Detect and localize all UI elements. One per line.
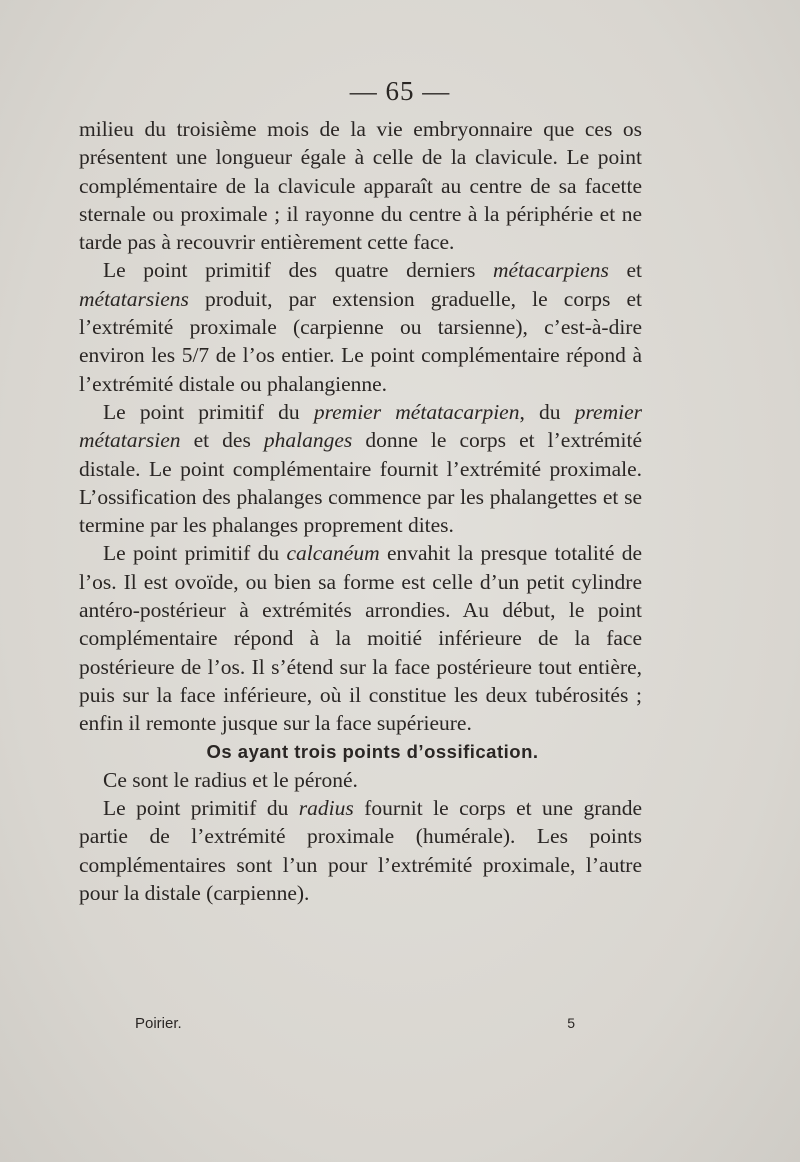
page-number: — 65 — bbox=[349, 76, 451, 106]
italic-term: calcanéum bbox=[286, 541, 380, 566]
italic-term: radius bbox=[298, 796, 354, 821]
italic-term: phalanges bbox=[263, 428, 353, 453]
paragraph-2 bbox=[79, 256, 642, 397]
italic-term: métatarsiens bbox=[79, 286, 189, 311]
text-run: envahit la presque totalité de l’os. Il est ovoïde, ou bien sa forme est celle d’un petit cylindre antéro-postérieur à extrémités arrondies. Au début, le point complémentaire répond à la moitié inférieure de la face postérieure de l’os. Il s’étend sur la face postérieure tout entière, puis sur la face inférieure, où il constitue les deux tubérosités ; enfin il remonte jusque sur la face supérieure. bbox=[79, 541, 643, 736]
text-run: Le point primitif du bbox=[103, 541, 287, 566]
text-run: Le point primitif du bbox=[103, 796, 299, 821]
italic-term: premier métatacarpien bbox=[313, 399, 520, 424]
printer-signature: Poirier. bbox=[135, 1015, 182, 1032]
italic-term: métacarpiens bbox=[493, 258, 609, 283]
body-text bbox=[79, 115, 642, 907]
italic-term: premier métatarsien bbox=[79, 399, 642, 453]
text-run: et des bbox=[180, 428, 264, 453]
paragraph-5: Ce sont le radius et le péroné. bbox=[103, 767, 358, 792]
paragraph-4 bbox=[79, 539, 642, 737]
text-run: Le point primitif du bbox=[103, 399, 314, 424]
text-run: produit, par extension graduelle, le corps et l’extrémité proximale (carpienne ou tarsienne), c’est-à-dire environ les 5/7 de l’os entier. Le point complémentaire répond à l’extrémité distale ou phalangienne. bbox=[79, 286, 642, 396]
signature-mark: 5 bbox=[567, 1015, 575, 1031]
section-heading: Os ayant trois points d’ossification. bbox=[206, 740, 539, 762]
text-run: donne le corps et l’extrémité distale. Le point complémentaire fournit l’extrémité proximale. L’ossification des phalanges commence par les phalangettes et se termine par les phalanges proprement dites. bbox=[79, 428, 642, 538]
text-run: , du bbox=[519, 399, 575, 424]
text-run: fournit le corps et une grande partie de l’extrémité proximale (humérale). Les points complémentaires sont l’un pour l’extrémité proximale, l’autre pour la distale (carpienne). bbox=[79, 796, 643, 906]
page-footer bbox=[135, 1015, 575, 1032]
paragraph-3 bbox=[79, 398, 642, 539]
paragraph-6 bbox=[79, 794, 642, 907]
text-run: et bbox=[608, 258, 642, 283]
paragraph-1: milieu du troisième mois de la vie embryonnaire que ces os présentent une longueur égale à celle de la clavicule. Le point complémentaire de la clavicule apparaît au centre de sa facette sternale ou proximale ; il rayonne du centre à la périphérie et ne tarde pas à recouvrir entièrement cette face. bbox=[79, 117, 642, 255]
text-run: Le point primitif des quatre derniers bbox=[103, 258, 493, 283]
